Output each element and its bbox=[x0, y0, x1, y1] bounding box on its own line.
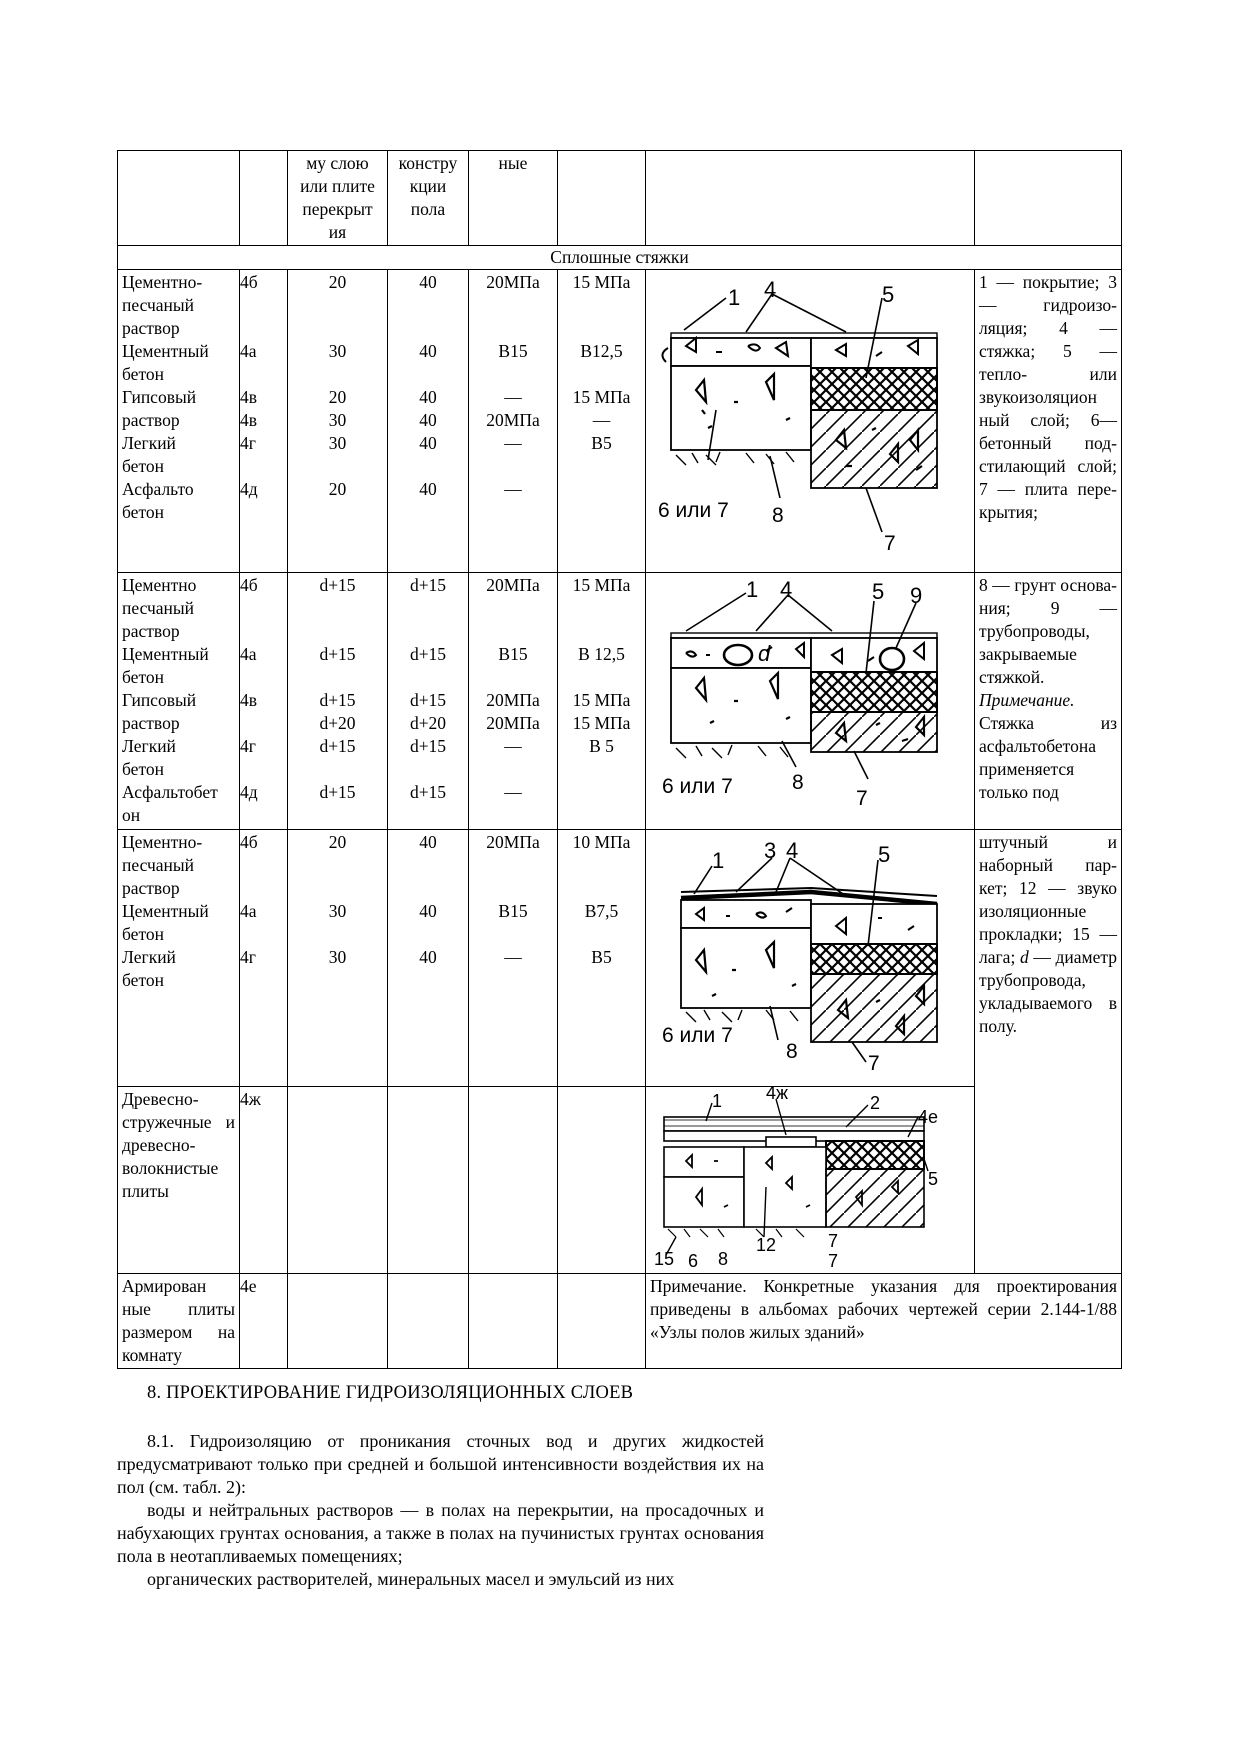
diagram-label: 5 bbox=[878, 842, 891, 867]
value-cell: 40 40 40 40 40 40 bbox=[388, 270, 469, 573]
diagram-label: 7 bbox=[884, 532, 896, 555]
diagram-label: 4 bbox=[764, 277, 777, 302]
diagram-label: 6 или 7 bbox=[662, 775, 733, 798]
table-note: Примечание. Конкретные указания для проектирования приведены в альбомах рабочих чертежей серии 2.144-1/88 «Узлы полов жилых зданий» bbox=[646, 1274, 1122, 1369]
table-row bbox=[118, 1087, 1122, 1274]
empty-cell bbox=[469, 1274, 558, 1369]
diagram-label: 8 bbox=[718, 1249, 729, 1267]
notes-cell bbox=[975, 573, 1122, 830]
diagram-label: 8 bbox=[772, 504, 784, 527]
notes-text: штучный и наборный пар-кет; 12 — звуко изоляционные прокладки; 15 —лага; bbox=[979, 832, 1117, 967]
header-cell bbox=[646, 151, 975, 246]
diagram-label: 4 bbox=[780, 577, 793, 602]
diagram-label: 8 bbox=[786, 1040, 798, 1063]
value-cell: 40 40 40 bbox=[388, 830, 469, 1087]
diagram-label: 5 bbox=[928, 1169, 939, 1189]
diagram-label: 15 bbox=[654, 1249, 675, 1267]
material-cell: Цементно песчаный раствор Цементный бетон Гипсовый раствор Легкий бетон Асфальтобет он bbox=[118, 573, 240, 830]
diagram-label: 4 bbox=[786, 838, 799, 863]
header-cell bbox=[975, 151, 1122, 246]
material-cell: Цементно- песчаный раствор Цементный бетон Легкий бетон bbox=[118, 830, 240, 1087]
header-cell bbox=[240, 151, 288, 246]
header-cell: му слою или плите перекрыт ия bbox=[288, 151, 388, 246]
value-cell: 20МПа В15 — 20МПа — — bbox=[469, 270, 558, 573]
diagram-cell bbox=[646, 1087, 975, 1274]
floor-structures-table bbox=[117, 150, 1122, 1369]
table-row bbox=[118, 270, 1122, 573]
value-cell: 20 30 30 bbox=[288, 830, 388, 1087]
diagram-cell bbox=[646, 573, 975, 830]
paragraph: органических растворителей, минеральных масел и эмульсий из них bbox=[147, 1569, 675, 1589]
value-cell: 20МПа В15 20МПа 20МПа — — bbox=[469, 573, 558, 830]
header-cell: констру кции пола bbox=[388, 151, 469, 246]
notes-text: 8 — грунт основа-ния; 9 — трубопроводы, закрываемые стяжкой. bbox=[979, 575, 1117, 687]
diagram-label: 4е bbox=[918, 1107, 939, 1127]
paragraph: 8.1. Гидроизоляцию от проникания сточных вод и других жидкостей предусматривают только при средней и большой интенсивности воздействия их на пол (см. табл. 2): bbox=[117, 1431, 764, 1497]
empty-cell bbox=[388, 1087, 469, 1274]
diagram-label: 7 bbox=[856, 787, 868, 810]
section-title: Сплошные стяжки bbox=[118, 246, 1122, 270]
type-cell: 4б 4а 4г bbox=[240, 830, 288, 1087]
value-cell: d+15 d+15 d+15 d+20 d+15 d+15 bbox=[288, 573, 388, 830]
value-cell: 20 30 20 30 30 20 bbox=[288, 270, 388, 573]
type-cell: 4е bbox=[240, 1274, 288, 1369]
table-row bbox=[118, 830, 1122, 1087]
type-cell: 4б 4а 4в 4в 4г 4д bbox=[240, 270, 288, 573]
diagram-label: 7 bbox=[868, 1052, 880, 1075]
material-cell: Армирован ные плиты размером на комнату bbox=[118, 1274, 240, 1369]
value-cell: d+15 d+15 d+15 d+20 d+15 d+15 bbox=[388, 573, 469, 830]
empty-cell bbox=[469, 1087, 558, 1274]
notes-italic: Примечание. bbox=[979, 690, 1075, 710]
diagram-label: 1 bbox=[712, 1091, 723, 1111]
empty-cell bbox=[388, 1274, 469, 1369]
floor-diagram-4 bbox=[646, 1087, 975, 1267]
notes-italic: d bbox=[1019, 947, 1029, 967]
material-cell: Древесно- стружечные и древесно- волокнистые плиты bbox=[118, 1087, 240, 1274]
diagram-cell bbox=[646, 830, 975, 1087]
diagram-label: 7 bbox=[828, 1231, 839, 1251]
diagram-label: 7 bbox=[828, 1251, 839, 1267]
empty-cell bbox=[558, 1274, 646, 1369]
empty-cell bbox=[288, 1087, 388, 1274]
type-cell: 4б 4а 4в 4г 4д bbox=[240, 573, 288, 830]
diagram-cell bbox=[646, 270, 975, 573]
floor-diagram-2 bbox=[646, 573, 975, 823]
material-cell: Цементно- песчаный раствор Цементный бетон Гипсовый раствор Легкий бетон Асфальто бетон bbox=[118, 270, 240, 573]
empty-cell bbox=[558, 1087, 646, 1274]
diagram-label: 12 bbox=[756, 1235, 777, 1255]
table-header-row bbox=[118, 151, 1122, 246]
table-row bbox=[118, 573, 1122, 830]
paragraph: воды и нейтральных растворов — в полах на перекрытии, на просадочных и набухающих грунтах основания, а также в полах на пучинистых грунтах основания пола в неотапливаемых помещениях; bbox=[117, 1500, 764, 1566]
notes-text: — диаметр трубопровода, укладываемого в полу. bbox=[979, 947, 1117, 1036]
diagram-label: 5 bbox=[882, 282, 895, 307]
header-cell bbox=[118, 151, 240, 246]
table-row bbox=[118, 1274, 1122, 1369]
floor-diagram-3 bbox=[646, 830, 975, 1080]
diagram-label: d bbox=[758, 641, 771, 666]
value-cell: 15 МПа В12,5 15 МПа — В5 bbox=[558, 270, 646, 573]
diagram-label: 8 bbox=[792, 771, 804, 794]
diagram-label: 1 bbox=[746, 577, 759, 602]
value-cell: 15 МПа В 12,5 15 МПа 15 МПа В 5 bbox=[558, 573, 646, 830]
value-cell: 20МПа В15 — bbox=[469, 830, 558, 1087]
diagram-label: 1 bbox=[712, 848, 725, 873]
section-title-row bbox=[118, 246, 1122, 270]
diagram-label: 1 bbox=[728, 285, 741, 310]
type-cell: 4ж bbox=[240, 1087, 288, 1274]
diagram-label: 5 bbox=[872, 579, 885, 604]
diagram-label: 9 bbox=[910, 583, 923, 608]
diagram-label: 6 bbox=[688, 1251, 699, 1267]
value-cell: 10 МПа В7,5 В5 bbox=[558, 830, 646, 1087]
header-cell bbox=[558, 151, 646, 246]
diagram-label: 6 или 7 bbox=[662, 1024, 733, 1047]
notes-cell bbox=[975, 830, 1122, 1274]
section-heading: 8. ПРОЕКТИРОВАНИЕ ГИДРОИЗОЛЯЦИОННЫХ СЛОЕВ bbox=[147, 1383, 634, 1403]
diagram-label: 3 bbox=[764, 838, 777, 863]
section-body bbox=[117, 1430, 764, 1591]
diagram-label: 4ж bbox=[766, 1087, 789, 1103]
notes-text: Стяжка из асфальтобетона применяется только под bbox=[979, 713, 1117, 802]
diagram-label: 6 или 7 bbox=[658, 499, 729, 522]
empty-cell bbox=[288, 1274, 388, 1369]
header-cell: ные bbox=[469, 151, 558, 246]
floor-diagram-1 bbox=[646, 270, 975, 566]
notes-cell: 1 — покрытие; 3 — гидроизо-ляция; 4 — стяжка; 5 — тепло- или звукоизоляцион ный слой; 6— бетонный под-стилающий слой; 7 — плита пере-крытия; bbox=[975, 270, 1122, 573]
diagram-label: 2 bbox=[870, 1093, 881, 1113]
